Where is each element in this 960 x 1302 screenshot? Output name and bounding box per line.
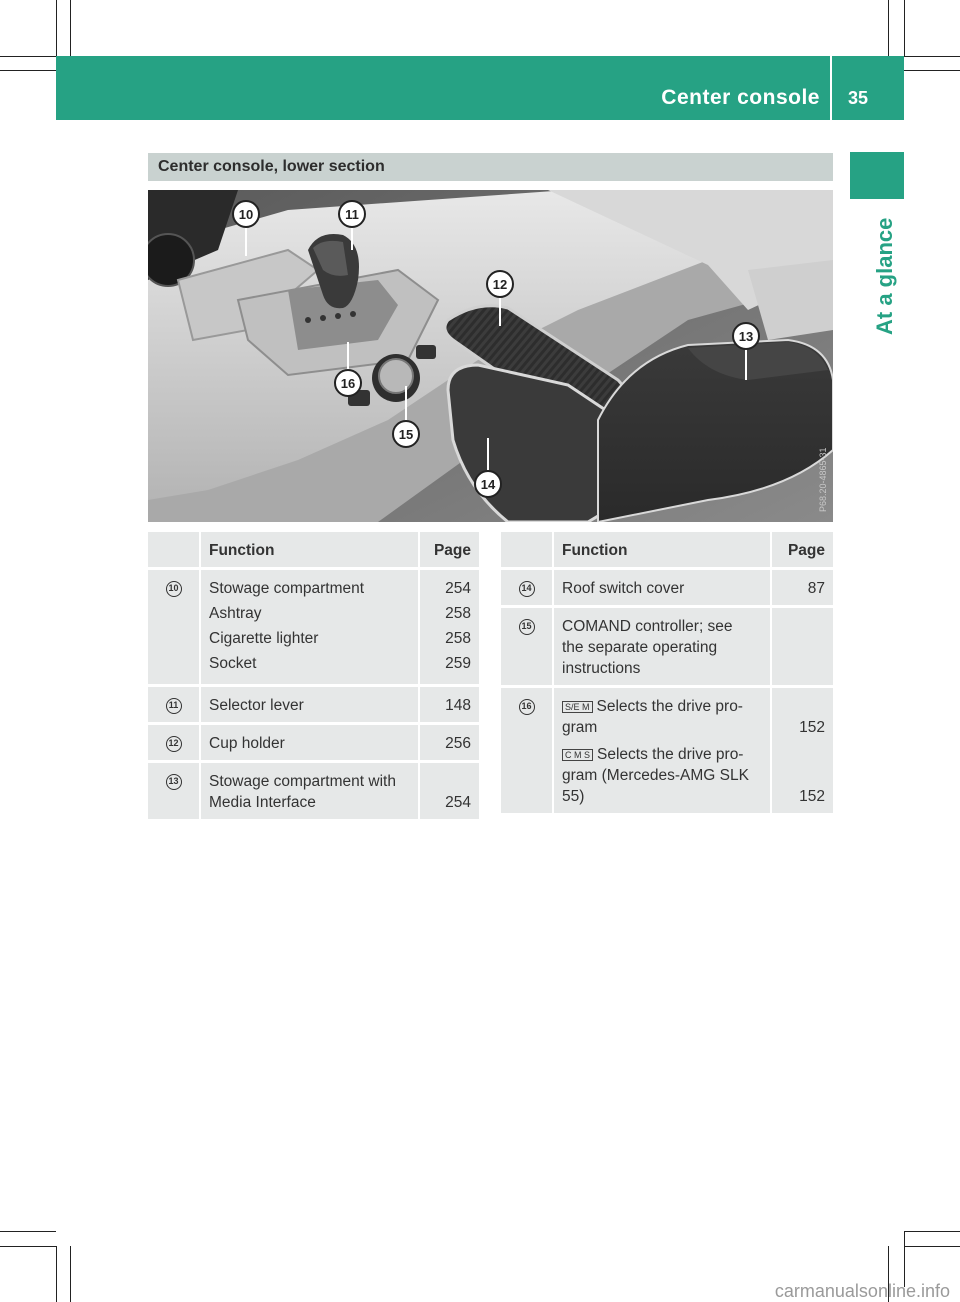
drive-program-cms-icon: C M S	[562, 749, 593, 761]
page-ref: 87	[771, 569, 833, 607]
function-text: Media Interface	[209, 794, 316, 811]
page-ref	[771, 607, 833, 687]
table-header-num	[148, 532, 200, 569]
callout-15	[393, 421, 419, 447]
table-header-page: Page	[419, 532, 479, 569]
table-row	[148, 569, 479, 686]
function-text: Selects the drive pro-	[597, 746, 744, 763]
page-ref: 148	[419, 686, 479, 724]
watermark: carmanualsonline.info	[774, 1281, 950, 1301]
side-tab-label: At a glance	[872, 217, 897, 335]
item-number-badge: 14	[519, 581, 535, 597]
photo-reference-code: P68.20-4865-31	[818, 447, 828, 512]
crop-mark	[904, 1246, 960, 1247]
crop-mark	[904, 56, 960, 57]
crop-mark	[904, 1231, 905, 1287]
page-ref: 256	[419, 724, 479, 762]
drive-program-se-icon: S/E M	[562, 701, 593, 713]
page-ref: 258	[445, 605, 471, 622]
page-ref: 152	[799, 719, 825, 736]
center-console-photo	[148, 190, 833, 522]
table-row	[148, 686, 479, 724]
function-text: Roof switch cover	[553, 569, 771, 607]
callout-12	[487, 271, 513, 297]
item-number-badge: 15	[519, 619, 535, 635]
header-separator	[830, 56, 832, 120]
table-row	[148, 762, 479, 821]
function-text: gram (Mercedes-AMG SLK	[562, 767, 749, 784]
callout-11-label: 11	[345, 207, 359, 222]
crop-mark	[56, 1246, 57, 1302]
table-row	[501, 569, 833, 607]
table-header-function: Function	[553, 532, 771, 569]
function-text: the separate operating	[562, 639, 718, 656]
callout-11	[339, 201, 365, 227]
function-text: 55)	[562, 788, 585, 805]
page-ref: 254	[445, 580, 471, 597]
function-text: Ashtray	[209, 605, 262, 622]
callout-10-label: 10	[238, 207, 254, 222]
table-header-page: Page	[771, 532, 833, 569]
callout-12-label: 12	[492, 277, 508, 292]
item-number-badge: 11	[166, 698, 182, 714]
callout-13-label: 13	[738, 329, 754, 344]
page-header-title: Center console	[661, 86, 820, 109]
page-ref: 259	[445, 655, 471, 672]
crop-mark	[904, 0, 905, 56]
crop-mark	[70, 1246, 71, 1302]
table-row	[501, 607, 833, 687]
page-ref: 258	[445, 630, 471, 647]
function-text: instructions	[562, 660, 641, 677]
function-text: Selects the drive pro-	[596, 698, 743, 715]
callout-10	[233, 201, 259, 227]
table-header-row	[501, 532, 833, 569]
callout-14-label: 14	[480, 477, 496, 492]
crop-mark	[0, 1246, 56, 1247]
crop-mark	[0, 56, 56, 57]
callout-15-label: 15	[398, 427, 414, 442]
side-tab-marker	[850, 152, 904, 199]
item-number-badge: 10	[166, 581, 182, 597]
item-number-badge: 13	[166, 774, 182, 790]
function-table-right	[501, 532, 833, 816]
crop-mark	[0, 70, 56, 71]
page-number: 35	[848, 88, 869, 108]
table-row	[501, 687, 833, 815]
page-ref: 152	[799, 788, 825, 805]
function-table-left	[148, 532, 479, 822]
table-row	[148, 724, 479, 762]
function-text: Cup holder	[200, 724, 419, 762]
page-ref: 254	[419, 762, 479, 821]
item-number-badge: 16	[519, 699, 535, 715]
crop-mark	[0, 1231, 56, 1232]
section-title: Center console, lower section	[158, 158, 385, 175]
function-text: gram	[562, 719, 598, 736]
table-header-row	[148, 532, 479, 569]
function-text: Stowage compartment with	[209, 773, 396, 790]
callout-14	[475, 471, 501, 497]
function-text: COMAND controller; see	[562, 618, 733, 635]
item-number-badge: 12	[166, 736, 182, 752]
crop-mark	[70, 0, 71, 56]
crop-mark	[56, 0, 57, 56]
function-text: Socket	[209, 655, 257, 672]
center-console-illustration	[148, 190, 833, 522]
function-text: Stowage compartment	[209, 580, 365, 597]
crop-mark	[904, 70, 960, 71]
crop-mark	[904, 1231, 960, 1232]
function-text: Cigarette lighter	[209, 630, 319, 647]
function-text: Selector lever	[200, 686, 419, 724]
table-header-num	[501, 532, 553, 569]
callout-16	[335, 370, 361, 396]
callout-13	[733, 323, 759, 349]
table-header-function: Function	[200, 532, 419, 569]
section-heading-bar	[148, 153, 833, 181]
crop-mark	[888, 0, 889, 56]
callout-16-label: 16	[340, 376, 356, 391]
